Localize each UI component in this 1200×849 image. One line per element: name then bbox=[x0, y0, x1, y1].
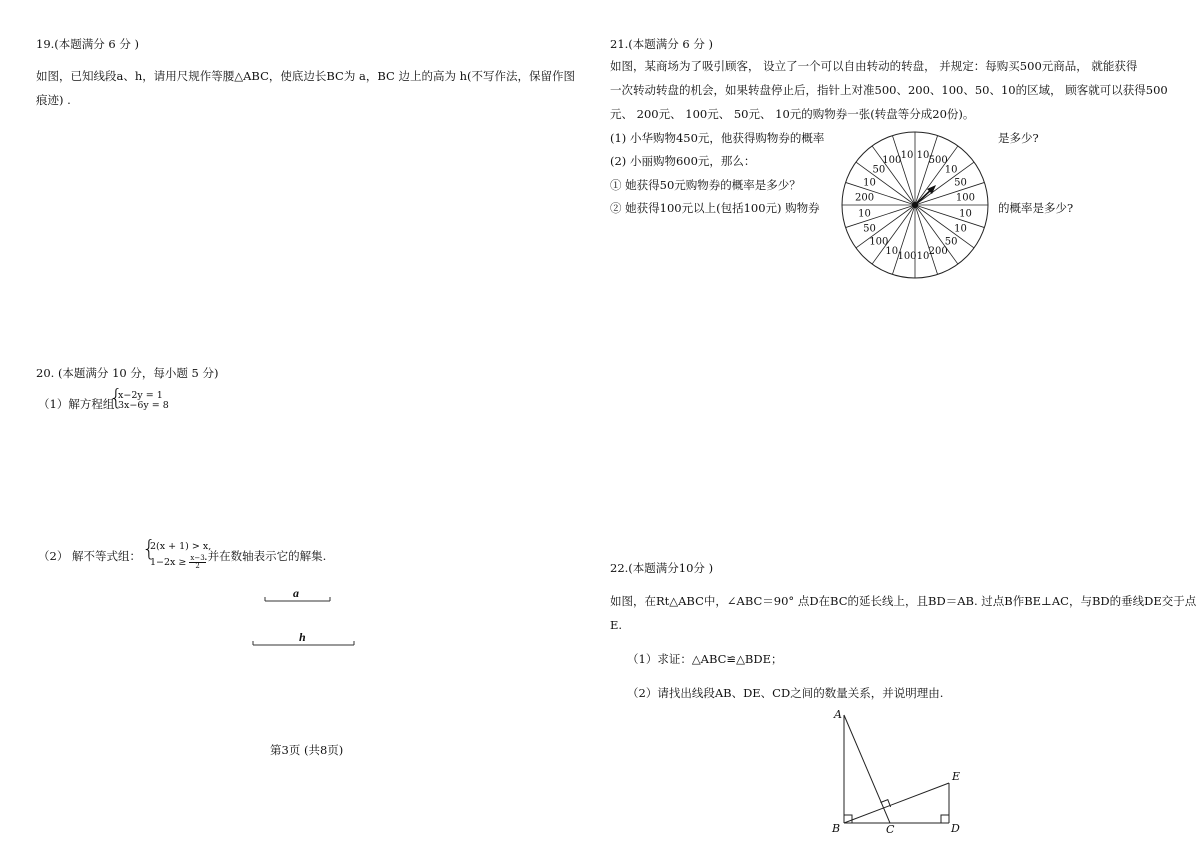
fraction-numerator: x−3 bbox=[190, 554, 205, 562]
q20-part2-suffix: .并在数轴表示它的解集. bbox=[204, 549, 327, 563]
wheel-sector-label: 100 bbox=[882, 154, 902, 166]
point-label-d: D bbox=[951, 822, 960, 835]
q20-part1-eq2: 3x−6y = 8 bbox=[118, 400, 169, 411]
q21-text-line1: 如图，某商场为了吸引顾客， 设立了一个可以自由转动的转盘， 并规定：每购买500元商品， 就能获得 bbox=[610, 59, 1138, 73]
q21-text-line3: 元、 200元、 100元、 50元、 10元的购物券一张(转盘等分成20份)。 bbox=[610, 107, 975, 121]
wheel-sector-label: 10 bbox=[916, 250, 930, 262]
q21-sub2: (2) 小丽购物600元，那么： bbox=[610, 154, 756, 168]
fraction-denominator: 2 bbox=[195, 562, 200, 570]
q21-text-line2: 一次转动转盘的机会，如果转盘停止后，指针上对准500、200、100、50、10的区域， 顾客就可以获得500 bbox=[610, 83, 1168, 97]
wheel-sector-label: 50 bbox=[863, 223, 876, 235]
q20-part1-brace: { bbox=[109, 386, 123, 411]
wheel-sector-label: 10 bbox=[885, 246, 899, 258]
wheel-sector-label: 10 bbox=[944, 164, 958, 176]
wheel-sector-label: 10 bbox=[858, 208, 871, 220]
wheel-sector-label: 100 bbox=[869, 236, 889, 248]
q20-part1-eq1: x−2y = 1 bbox=[118, 390, 163, 401]
q21-sub2b-right: 的概率是多少? bbox=[998, 201, 1074, 215]
q20-part1-label: （1）解方程组 bbox=[38, 397, 115, 411]
segment-a-label: a bbox=[293, 586, 299, 600]
q21-sub1-left: (1) 小华购物450元，他获得购物券的概率 bbox=[610, 131, 825, 145]
wheel-sector-label: 200 bbox=[854, 192, 875, 204]
wheel-sector-label: 200 bbox=[928, 246, 948, 258]
wheel-sector-label: 10 bbox=[900, 150, 914, 162]
wheel-sector-label: 10 bbox=[959, 208, 972, 220]
segment-ac bbox=[844, 715, 890, 823]
point-label-e: E bbox=[952, 770, 961, 783]
q22-text-line2: E. bbox=[610, 618, 623, 632]
segment-be bbox=[844, 783, 949, 823]
q20-part2-ineq2 bbox=[150, 555, 206, 570]
q20-part2-ineq1: 2(x + 1) > x, bbox=[150, 541, 212, 552]
right-angle-d bbox=[941, 815, 949, 823]
point-label-a: A bbox=[834, 708, 842, 721]
wheel-sector-label: 100 bbox=[897, 250, 917, 262]
q19-text-line2: 痕迹) . bbox=[36, 93, 71, 107]
point-label-b: B bbox=[832, 822, 841, 835]
spinner-wheel bbox=[838, 125, 994, 285]
q20-part2-label: （2） 解不等式组： bbox=[38, 549, 141, 563]
wheel-sector-label: 50 bbox=[954, 177, 967, 189]
wheel-sector-label: 50 bbox=[944, 236, 958, 248]
segment-h-label: h bbox=[299, 630, 306, 644]
wheel-sector-label: 10 bbox=[863, 177, 876, 189]
q19-header: 19.(本题满分 6 分 ) bbox=[36, 37, 140, 51]
q21-header: 21.(本题满分 6 分 ) bbox=[610, 37, 714, 51]
q20-header: 20. (本题满分 10 分，每小题 5 分) bbox=[36, 366, 219, 380]
q22-sub1: （1）求证：△ABC≌△BDE； bbox=[627, 652, 783, 666]
q21-sub2a: ① 她获得50元购物券的概率是多少？ bbox=[610, 178, 801, 192]
point-label-c: C bbox=[886, 823, 895, 836]
q22-header: 22.(本题满分10分 ) bbox=[610, 561, 714, 575]
page-footer: 第3页 (共8页) bbox=[270, 743, 344, 757]
q21-sub2b-left: ② 她获得100元以上(包括100元) 购物券 bbox=[610, 201, 820, 215]
wheel-sector-label: 50 bbox=[872, 164, 886, 176]
q22-text-line1: 如图，在Rt△ABC中，∠ABC＝90° 点D在BC的延长线上，且BD＝AB. 过点B作BE⊥AC，与BD的垂线DE交于点 bbox=[610, 594, 1197, 608]
q22-sub2: （2）请找出线段AB、DE、CD之间的数量关系，并说明理由. bbox=[627, 686, 944, 700]
q22-geometry-figure bbox=[825, 705, 970, 840]
wheel-sector-label: 100 bbox=[955, 192, 976, 204]
wheel-sector-label: 500 bbox=[928, 154, 948, 166]
q20-part2-ineq2-left: 1−2x ≥ bbox=[150, 557, 187, 568]
q19-text-line1: 如图，已知线段a、h，请用尺规作等腰△ABC，使底边长BC为 a，BC 边上的高为 h(不写作法，保留作图 bbox=[36, 69, 576, 83]
q21-sub1-right: 是多少? bbox=[998, 131, 1039, 145]
q20-part2-brace: { bbox=[142, 537, 156, 562]
wheel-sector-label: 10 bbox=[954, 223, 967, 235]
wheel-sector-label: 10 bbox=[916, 150, 930, 162]
